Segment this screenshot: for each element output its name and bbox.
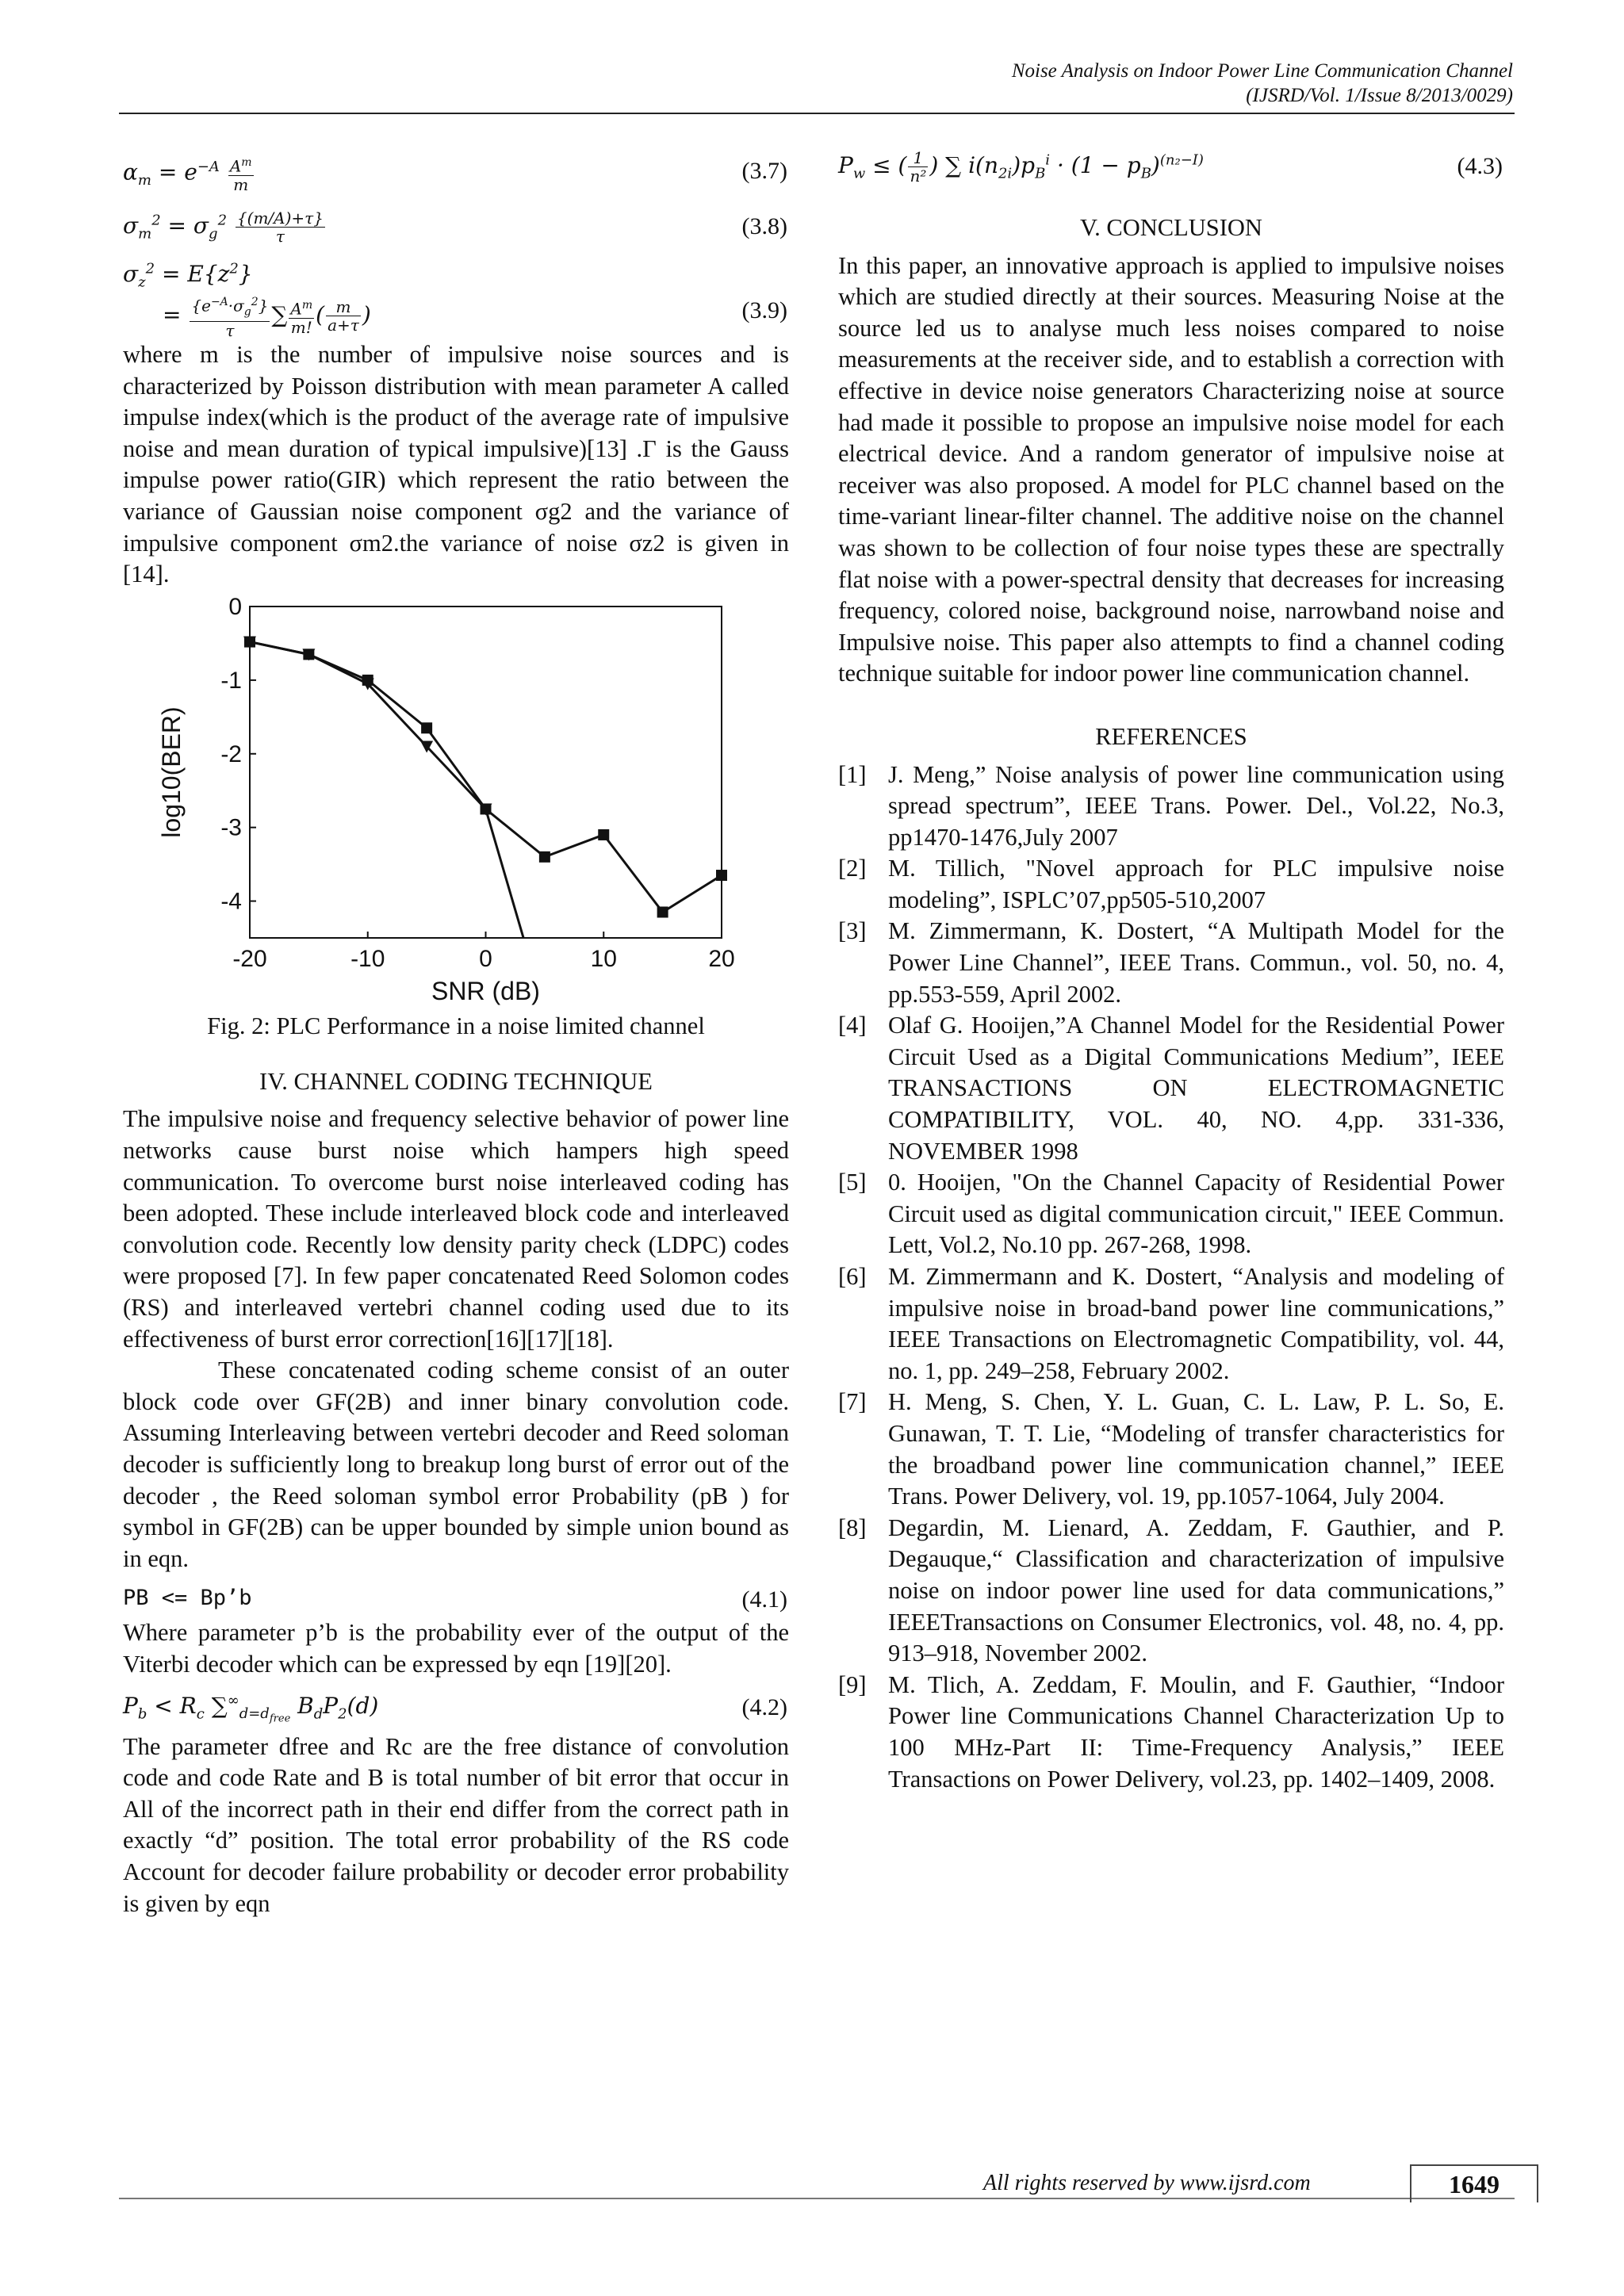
square-marker [421, 722, 432, 733]
reference-text: M. Zimmermann, K. Dostert, “A Multipath Model for the Power Line Channel”, IEEE Trans. Commun., vol. 50, no. 4, pp.553-559, April 2002. [888, 917, 1504, 1008]
equation-body: PB <= Bp’b [123, 1586, 252, 1611]
paragraph-conclusion: In this paper, an innovative approach is applied to impulsive noises which are studied directly at their sources. Measuring Noise at the source led us to analyse much less noises compared to noise measurements at the receiver side, and to establish a correction with effective in device noise generators Characterizing noise at source had made it possible to propose an impulsive noise model for each electrical device. And a random generator of impulsive noise at receiver was also proposed. A model for PLC channel based on the time-variant linear-filter channel. The additive noise on the channel was shown to be collection of four noise types these are spectrally flat noise with a power-spectral density that decreases for increasing frequency, colored noise, background noise, narrowband noise and Impulsive noise. This paper also attempts to find a channel coding technique suitable for indoor power line communication channel. [838, 251, 1504, 687]
equation-number: (3.7) [741, 158, 787, 184]
reference-item [838, 1261, 1504, 1387]
right-column [838, 143, 1504, 1795]
x-tick-label: 0 [479, 945, 492, 972]
reference-number: [6] [838, 1263, 867, 1290]
reference-number: [8] [838, 1513, 867, 1541]
reference-item [838, 1010, 1504, 1167]
reference-text: 0. Hooijen, "On the Channel Capacity of Residential Power Circuit used as digital communication circuit," IEEE Commun. Lett, Vol.2, No.10 pp. 267-268, 1998. [888, 1169, 1504, 1259]
equation-number: (3.8) [741, 213, 787, 239]
y-tick-label: -4 [220, 888, 242, 915]
equation-3-9-line1: $\sigma_z^2 = E\{z^2\}$ [123, 260, 253, 291]
footer-rights: All rights reserved by www.ijsrd.com [983, 2171, 1311, 2195]
equation-number: (4.3) [1457, 153, 1503, 179]
paragraph-burst-noise: The impulsive noise and frequency selective behavior of power line networks cause burst noise which hampers high speed communication. To overcome burst noise interleaved coding has been adopted. These include interleaved block code and interleaved convolution code. Recently low density parity check (LDPC) codes were proposed [7]. In few paper concatenated Reed Solomon codes (RS) and interleaved vertebri channel coding used due to its effectiveness of burst error correction[16][17][18]. [123, 1105, 789, 1353]
reference-item [838, 1670, 1504, 1795]
reference-number: [9] [838, 1670, 867, 1698]
reference-item [838, 1513, 1504, 1670]
reference-item [838, 1167, 1504, 1261]
reference-number: [7] [838, 1388, 867, 1416]
footer-rule [119, 2198, 1515, 2199]
series-line-square [250, 641, 722, 912]
paragraph-impulse-index: where m is the number of impulsive noise sources and is characterized by Poisson distribution with mean parameter A called impulse index(which is the product of the average rate of impulsive noise and mean duration of typical impulsive)[13] .Γ is the Gauss impulse power ratio(GIR) which represent the ratio between the variance of Gaussian noise component σg2 and the variance of impulsive component σm2.the variance of noise σz2 is given in [14]. [123, 341, 789, 588]
reference-number: [5] [838, 1169, 867, 1196]
equation-number: (4.2) [741, 1693, 787, 1720]
paragraph-concatenated-coding: These concatenated coding scheme consist of an outer block code over GF(2B) and inner binary convolution code. Assuming Interleaving between vertebri decoder and Reed soloman decoder is sufficiently long to breakup long burst of error out of the decoder , the Reed soloman symbol error Probability (pB ) for symbol in GF(2B) can be upper bounded by simple union bound as in eqn. [123, 1357, 789, 1572]
square-marker [716, 870, 727, 881]
y-tick-label: -3 [220, 814, 242, 841]
square-marker [657, 906, 668, 917]
reference-text: J. Meng,” Noise analysis of power line communication using spread spectrum”, IEEE Trans. Power. Del., Vol.22, No.3, pp1470-1476,July 2007 [888, 760, 1504, 851]
reference-item [838, 760, 1504, 854]
reference-number: [2] [838, 855, 867, 882]
equation-4-3: $P_w$ ≤ ( $\frac{1}{\text{n²}}$ ) ∑ $i(n_{2i})p_B^i \cdot (1 - p_B)^{(n_2-I)}$ (4.3) [838, 148, 1503, 186]
figure-caption: Fig. 2: PLC Performance in a noise limited channel [207, 1012, 705, 1039]
square-marker [539, 851, 550, 863]
references-heading: REFERENCES [1095, 722, 1247, 750]
reference-list [838, 760, 1504, 1796]
y-tick-label: -2 [220, 740, 242, 767]
left-column [123, 143, 789, 1919]
reference-item [838, 853, 1504, 916]
plot-frame [250, 607, 722, 938]
header-rule [119, 113, 1515, 114]
reference-number: [4] [838, 1012, 867, 1039]
paragraph-viterbi: Where parameter p’b is the probability ever of the output of the Viterbi decoder which can be expressed by eqn [19][20]. [123, 1619, 789, 1678]
page-number: 1649 [1410, 2164, 1538, 2202]
equation-4-1 [123, 1582, 789, 1617]
x-tick-label: -20 [232, 945, 267, 972]
reference-text: Degardin, M. Lienard, A. Zeddam, F. Gauthier, and P. Degauque,“ Classification and characterization of impulsive noise on indoor power line used for data communications,” IEEETransactions on Consumer Electronics, vol. 48, no. 4, pp. 913–918, November 2002. [888, 1513, 1504, 1667]
equation-3-7: $\alpha_m = e^{-A}$ $\frac{A^m}{m}$ (3.7) [123, 154, 789, 198]
x-tick-label: 20 [708, 945, 735, 972]
y-tick-label: 0 [228, 596, 242, 620]
series-line-triangle-down [250, 641, 523, 937]
ber-chart [123, 597, 789, 1011]
reference-text: Olaf G. Hooijen,”A Channel Model for the Residential Power Circuit Used as a Digital Communications Medium”, IEEE TRANSACTIONS ON ELECTROMAGNETIC COMPATIBILITY, VOL. 40, NO. 4,pp. 331-336, NOVEMBER 1998 [888, 1012, 1504, 1165]
equation-number: (4.1) [741, 1586, 787, 1613]
y-axis-label: log10(BER) [157, 706, 186, 838]
x-tick-label: -10 [350, 945, 385, 972]
paragraph-free-distance: The parameter dfree and Rc are the free distance of convolution code and code Rate and B is total number of bit error that occur in All of the incorrect path in their end differ from the correct path in exactly “d” position. The total error probability of the RS code Account for decoder failure probability or decoder error probability is given by eqn [123, 1732, 789, 1917]
reference-text: M. Zimmermann and K. Dostert, “Analysis and modeling of impulsive noise in broad-band power line communications,” IEEE Transactions on Electromagnetic Compatibility, vol. 44, no. 1, pp. 249–258, February 2002. [888, 1263, 1504, 1384]
square-marker [598, 829, 609, 840]
equation-4-2: $P_b < R_c$ $\sum^\infty_{d=d_{free}}$ $B_dP_2(d)$ (4.2) [123, 1692, 787, 1725]
reference-number: [1] [838, 760, 867, 788]
equation-3-9: = $\frac{\{e^{-A}\cdot\sigma_g^2\}}{\tau}$ ∑ $\frac{A^m}{m!}$ ( $\frac{m}{a+\tau}$ ) (3.9) [123, 293, 789, 339]
reference-text: H. Meng, S. Chen, Y. L. Guan, C. L. Law, P. L. So, E. Gunawan, T. T. Lie, “Modeling of transfer characteristics for the broadband power line communication channel,” IEEE Trans. Power Delivery, vol. 19, pp.1057-1064, July 2004. [888, 1388, 1504, 1510]
section-heading-channel-coding: IV. CHANNEL CODING TECHNIQUE [259, 1067, 653, 1095]
reference-number: [3] [838, 917, 867, 945]
running-header-issue: (IJSRD/Vol. 1/Issue 8/2013/0029) [1246, 85, 1513, 106]
reference-item [838, 1387, 1504, 1512]
reference-item [838, 916, 1504, 1010]
equation-number: (3.9) [741, 297, 787, 323]
y-tick-label: -1 [220, 667, 242, 694]
reference-text: M. Tlich, A. Zeddam, F. Moulin, and F. Gauthier, “Indoor Power line Communications Channel Characterization Up to 100 MHz-Part II: Time-Frequency Analysis,” IEEE Transactions on Power Delivery, vol.23, pp. 1402–1409, 2008. [888, 1670, 1504, 1793]
running-header-title: Noise Analysis on Indoor Power Line Communication Channel [1011, 60, 1513, 82]
section-heading-conclusion: V. CONCLUSION [1080, 214, 1262, 241]
equation-3-8: $\sigma_m^2 = \sigma_g^2$ $\frac{\{(m/A)+\tau\}}{\tau}$ (3.8) [123, 209, 787, 246]
reference-text: M. Tillich, "Novel approach for PLC impulsive noise modeling”, ISPLC’07,pp505-510,2007 [888, 855, 1504, 913]
x-tick-label: 10 [590, 945, 617, 972]
x-axis-label: SNR (dB) [431, 976, 540, 1005]
